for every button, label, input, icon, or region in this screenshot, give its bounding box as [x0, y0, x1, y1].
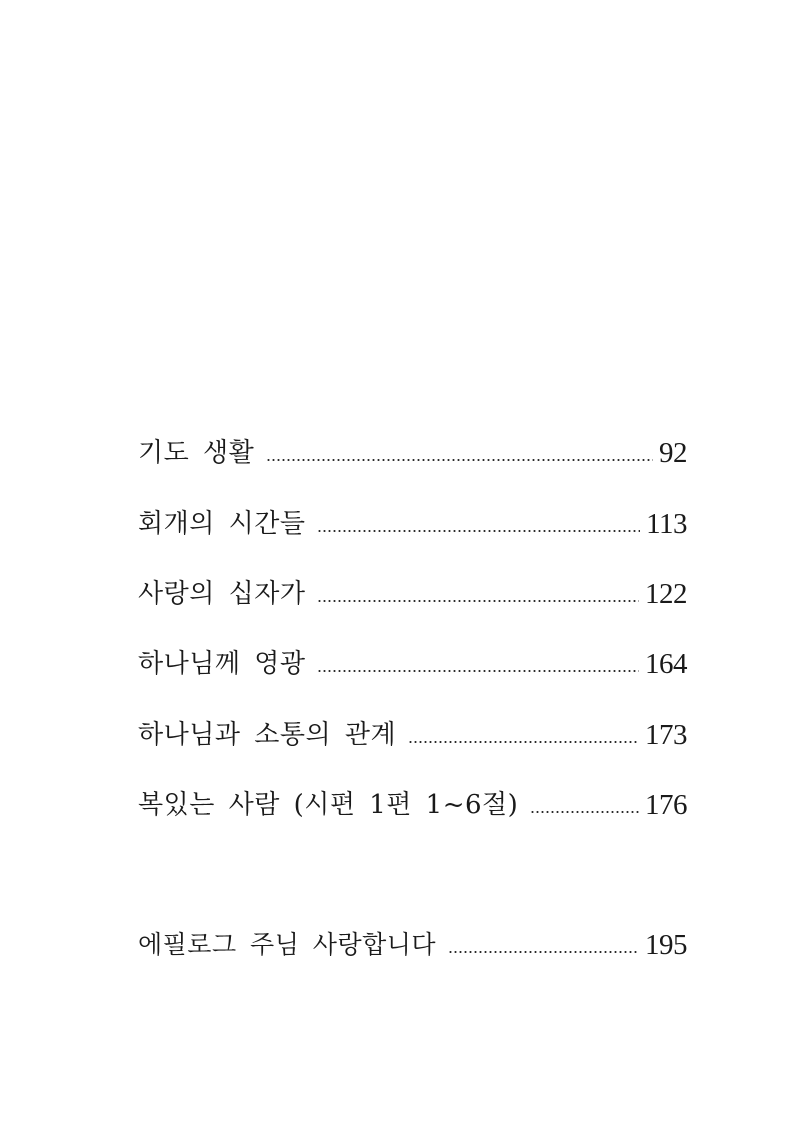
- toc-entry-communion-with-god[interactable]: [138, 715, 687, 755]
- toc-entry-page-number: 122: [645, 578, 687, 610]
- dot-leader: [408, 741, 639, 743]
- toc-entry-page-number: 164: [645, 648, 687, 680]
- toc-entry-blessed-man[interactable]: [138, 785, 687, 825]
- dot-leader: [317, 600, 639, 602]
- dot-leader: [317, 530, 640, 532]
- toc-entry-page-number: 176: [645, 789, 687, 821]
- toc-entry-page-number: 195: [645, 929, 687, 961]
- toc-entry-page-number: 92: [659, 437, 687, 469]
- toc-entry-title: 기도 생활: [138, 438, 255, 468]
- dot-leader: [530, 811, 639, 813]
- toc-entry-title: 에필로그 주님 사랑합니다: [138, 930, 437, 959]
- toc-entry-page-number: 113: [646, 508, 687, 540]
- toc-entry-epilogue[interactable]: [138, 925, 687, 965]
- toc-entry-title: 사랑의 십자가: [138, 579, 306, 609]
- toc-entry-times-of-repentance[interactable]: [138, 504, 687, 544]
- dot-leader: [317, 670, 639, 672]
- toc-entry-title: 회개의 시간들: [138, 509, 306, 539]
- toc-entry-title: 하나님께 영광: [138, 649, 306, 679]
- toc-entry-cross-of-love[interactable]: [138, 574, 687, 614]
- table-of-contents: [138, 0, 687, 1129]
- dot-leader: [448, 951, 639, 953]
- toc-entry-title: 복있는 사람 (시편 1편 1~6절): [138, 790, 519, 820]
- toc-entry-glory-to-god[interactable]: [138, 644, 687, 684]
- toc-entry-prayer-life[interactable]: [138, 433, 687, 473]
- toc-entry-page-number: 173: [645, 719, 687, 751]
- dot-leader: [266, 459, 653, 461]
- toc-entry-title: 하나님과 소통의 관계: [138, 720, 397, 750]
